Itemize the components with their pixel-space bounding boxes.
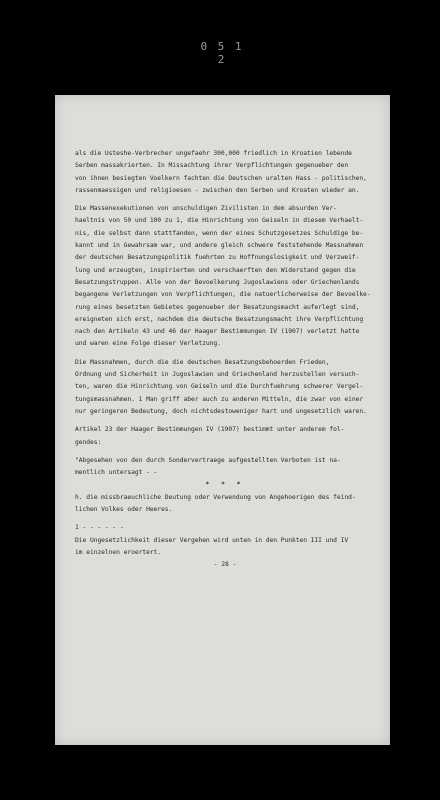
text-line: ereigneten sich erst, nachdem die deutsche Besatzungsmacht ihre Verpflichtung — [75, 315, 364, 323]
text-line: lung und erzeugten, inspirierten und verschaerften den Widerstand gegen die — [75, 266, 356, 274]
quoted-article — [75, 455, 375, 516]
quote-item-h: lichen Volkes oder Heeres. — [75, 506, 173, 514]
footnote-text: im einzelnen eroertert. — [75, 548, 162, 556]
document-body — [75, 148, 375, 572]
quote-line: mentlich untersagt - - — [75, 469, 158, 477]
footnote-separator: 1 - - - - - - — [75, 524, 124, 532]
text-line: der deutschen Besatzungspolitik fuehrten zu Hoffnungslosigkeit und Verzweif- — [75, 254, 360, 262]
text-line: tungsmassnahmen. 1 Man griff aber auch zu anderen Mitteln, die zwar von einer — [75, 395, 364, 403]
text-line: begangene Verletzungen von Verpflichtungen, die natuerlicherweise der Bevoelke- — [75, 291, 371, 299]
paragraph-3 — [75, 357, 375, 418]
text-line: haeltnis von 50 und 100 zu 1, die Hinrichtung von Geiseln in diesem Verhaelt- — [75, 217, 364, 225]
paragraph-1 — [75, 148, 375, 197]
text-line: rung eines besetzten Gebietes gegenueber der Besatzungsmacht auferlegt sind, — [75, 303, 360, 311]
footnote-text: Die Ungesetzlichkeit dieser Vergehen wird unten in den Punkten III und IV — [75, 536, 349, 544]
text-line: nach den Artikeln 43 und 46 der Haager Bestimmungen IV (1907) verletzt hatte — [75, 328, 360, 336]
page-number: - 28 - — [213, 561, 237, 569]
text-line: Die Massnahmen, durch die die deutschen Besatzungsbehoerden Frieden, — [75, 358, 330, 366]
document-page — [55, 95, 390, 745]
text-line: rassenmaessigen und religioesen - zwischen den Serben und Kroaten wieder an. — [75, 186, 360, 194]
text-line: kannt und in Gewahrsam war, und andere gleich schwere feststehende Massnahmen — [75, 242, 364, 250]
text-line: ten, waren die Hinrichtung von Geiseln und die Durchfuehrung schwerer Vergel- — [75, 383, 364, 391]
paragraph-4 — [75, 424, 375, 449]
text-line: Die Massenexekutionen von unschuldigen Zivilisten in dem absurden Ver- — [75, 205, 337, 213]
text-line: gendes: — [75, 438, 102, 446]
quote-line: "Abgesehen von den durch Sondervertraege aufgestellten Verboten ist na- — [75, 456, 341, 464]
quote-item-h: h. die missbraeuchliche Deutung oder Verwendung von Angehoerigen des feind- — [75, 493, 356, 501]
text-line: nur geringeren Bedeutung, doch nichtsdestoweniger hart und ungesetzlich waren. — [75, 407, 367, 415]
text-line: und waren eine Folge dieser Verletzung. — [75, 340, 221, 348]
text-line: Ordnung und Sicherheit in Jugoslawien und Griechenland herzustellen versuch- — [75, 371, 360, 379]
footnote — [75, 522, 375, 559]
text-line: Serben massakrierten. In Missachtung ihrer Verpflichtungen gegenueber den — [75, 162, 349, 170]
text-line: nis, die selbst dann stattfanden, wenn der eines Schutzgesetzes Schuldige be- — [75, 229, 364, 237]
ellipsis-stars: * * * — [205, 481, 245, 489]
text-line: Besatzungstruppen. Alle von der Bevoelkerung Jugoslawiens oder Griechenlands — [75, 278, 360, 286]
archive-page-code: 0 5 1 2 — [200, 40, 244, 66]
paragraph-2 — [75, 203, 375, 351]
text-line: als die Usteshe-Verbrecher ungefaehr 300,000 friedlich in Kroatien lebende — [75, 150, 352, 157]
text-line: von ihnen besiegten Voelkern fachten die Deutschen uralten Hass - politischen, — [75, 174, 367, 182]
text-line: Artikel 23 der Haager Bestimmungen IV (1907) bestimmt unter anderem fol- — [75, 426, 345, 434]
